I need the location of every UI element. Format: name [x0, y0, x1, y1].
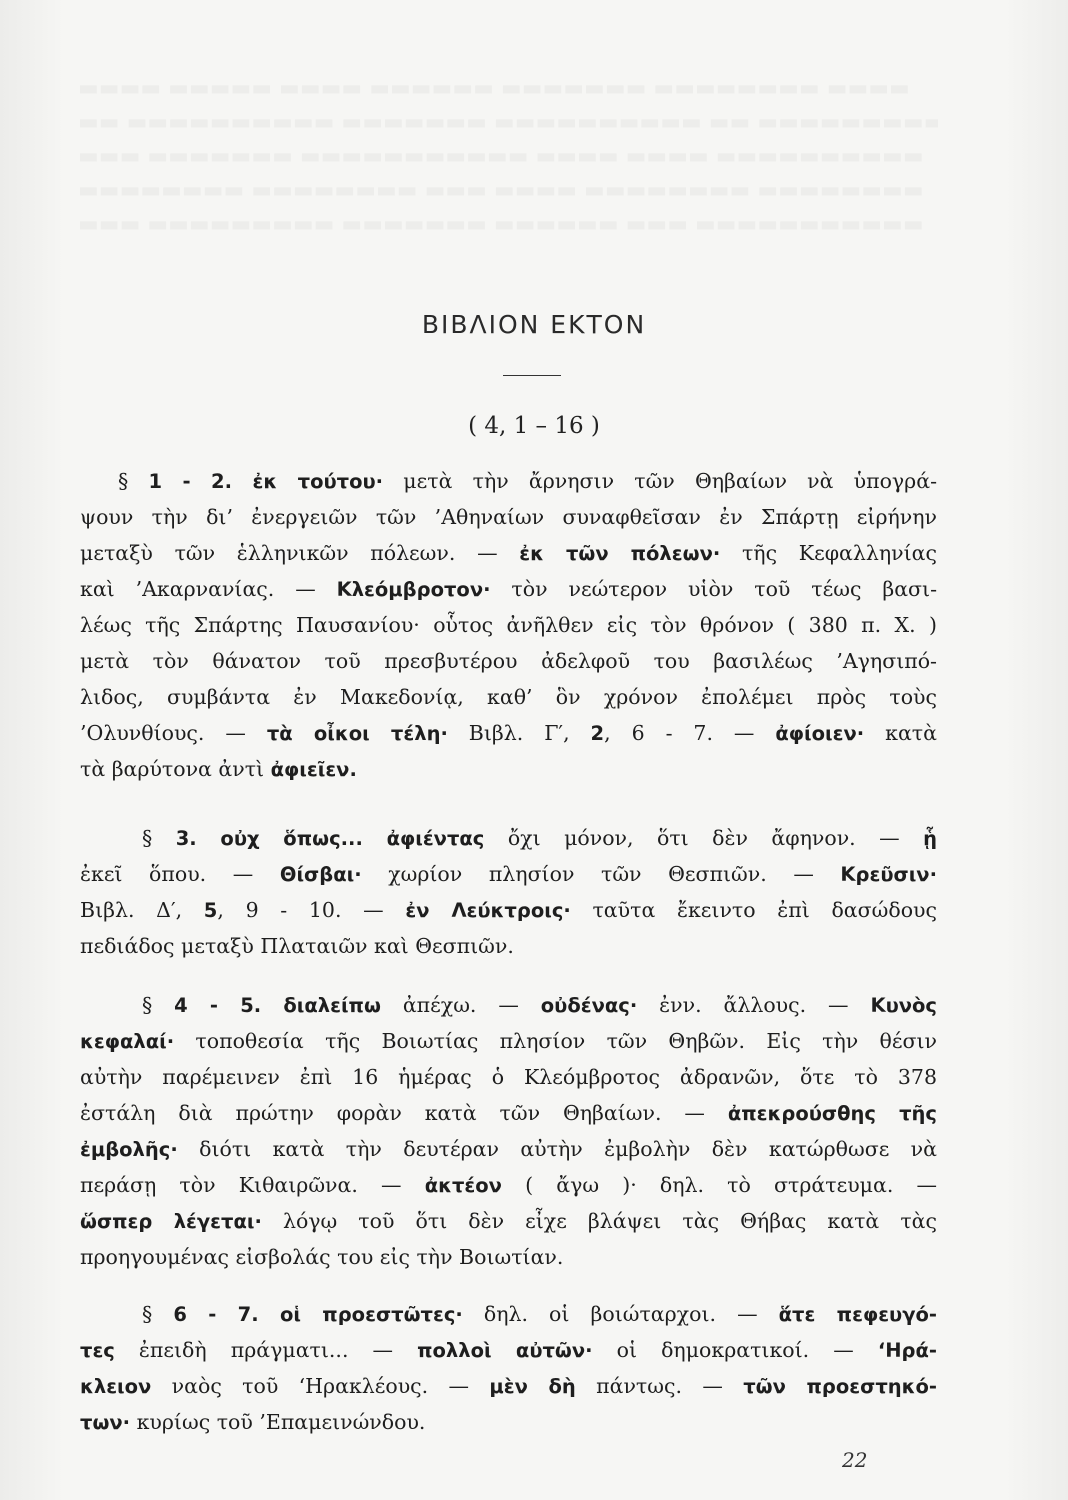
text-run: ὄχι μόνον, ὅτι δὲν ἄφηνον. — — [484, 826, 924, 850]
text-run: τὸν νεώτερον υἱὸν τοῦ τέως βασι- — [490, 577, 937, 601]
text-run: § — [118, 469, 149, 493]
text-run: διότι κατὰ τὴν δευτέραν αὐτὴν ἐμβολὴν δὲν κατώρθωσε νὰ — [177, 1137, 937, 1161]
text-line — [80, 715, 937, 751]
text-line — [80, 1296, 937, 1332]
text-run: § — [142, 826, 176, 850]
text-line — [80, 1059, 937, 1095]
text-line — [80, 1095, 937, 1131]
text-line — [80, 643, 937, 679]
text-run: ἐνν. ἄλλους. — — [637, 993, 871, 1017]
text-run: πεδιάδος μεταξὺ Πλαταιῶν καὶ Θεσπιῶν. — [80, 934, 514, 958]
text-run: μεταξὺ τῶν ἑλληνικῶν πόλεων. — — [80, 541, 520, 565]
text-run: ἐπειδὴ πράγματι... — — [114, 1338, 418, 1362]
commentary-paragraph-2 — [80, 820, 937, 964]
page-number: 22 — [842, 1448, 868, 1472]
text-run: καὶ ’Ακαρνανίας. — — [80, 577, 337, 601]
lemma-term: οὐδένας· — [540, 994, 638, 1017]
text-run: ’Ολυνθίους. — — [80, 721, 267, 745]
text-run: , 6 - 7. — — [604, 721, 776, 745]
text-line — [80, 1131, 937, 1167]
text-run: δηλ. οἱ βοιώταρχοι. — — [462, 1302, 779, 1326]
text-run: κατὰ — [864, 721, 937, 745]
text-line — [80, 499, 937, 535]
commentary-paragraph-1 — [80, 463, 937, 787]
lemma-term: ἀκτέον — [424, 1174, 502, 1197]
lemma-term: ᾗ — [923, 827, 937, 850]
text-run: ἀπέχω. — — [380, 993, 541, 1017]
lemma-term: τὰ οἶκοι τέλη· — [266, 722, 448, 745]
lemma-term: ἀπεκρούσθης τῆς — [727, 1102, 937, 1125]
text-run: περάσῃ τὸν Κιθαιρῶνα. — — [80, 1173, 425, 1197]
text-run: ἐκεῖ ὅπου. — — [80, 862, 280, 886]
text-run: ταῦτα ἔκειντο ἐπὶ δασώδους — [570, 898, 937, 922]
text-line — [80, 820, 937, 856]
text-run: πάντως. — — [575, 1374, 744, 1398]
text-line — [80, 987, 937, 1023]
book-title: ΒΙΒΛΙΟΝ ΕΚΤΟΝ — [421, 310, 647, 339]
text-line — [80, 1368, 937, 1404]
lemma-term: πολλοὶ αὐτῶν· — [417, 1339, 593, 1362]
lemma-term: ‘Ηρά- — [877, 1339, 937, 1362]
lemma-term: Κυνὸς — [870, 994, 937, 1017]
text-run: , 9 - 10. — — [217, 898, 406, 922]
lemma-term: κλειον — [80, 1375, 152, 1398]
chapter-range: ( 4, 1 – 16 ) — [468, 413, 600, 439]
lemma-term: ἐμβολῆς· — [80, 1138, 178, 1161]
text-run: ψουν τὴν δι’ ἐνεργειῶν τῶν ’Αθηναίων συναφθεῖσαν ἐν Σπάρτῃ εἰρήνην — [80, 505, 937, 529]
lemma-term: 1 - 2. ἐκ τούτου· — [148, 470, 384, 493]
lemma-term: 3. οὐχ ὅπως... ἀφιέντας — [175, 827, 485, 850]
text-run: κυρίως τοῦ ’Επαμεινώνδου. — [130, 1410, 426, 1434]
text-run: τῆς Κεφαλληνίας — [720, 541, 937, 565]
lemma-term: ἐκ τῶν πόλεων· — [519, 542, 721, 565]
text-run: ἐστάλη διὰ πρώτην φορὰν κατὰ τῶν Θηβαίων. — — [80, 1101, 728, 1125]
text-run: λόγῳ τοῦ ὅτι δὲν εἶχε βλάψει τὰς Θήβας κατὰ τὰς — [261, 1209, 937, 1233]
text-run: λέως τῆς Σπάρτης Παυσανίου· οὗτος ἀνῆλθεν εἰς τὸν θρόνον ( 380 π. Χ. ) — [80, 613, 937, 637]
text-line — [80, 892, 937, 928]
text-line — [80, 1167, 937, 1203]
commentary-paragraph-3 — [80, 987, 937, 1275]
lemma-term: ἐν Λεύκτροις· — [405, 899, 571, 922]
lemma-term: Κρεῦσιν· — [840, 863, 937, 886]
text-line — [80, 856, 937, 892]
text-line — [80, 1332, 937, 1368]
text-line — [80, 1239, 937, 1275]
lemma-term: Θίσβαι· — [279, 863, 362, 886]
lemma-term: 2 — [590, 722, 605, 745]
text-run: Βιβλ. Γ′, — [447, 721, 591, 745]
lemma-term: κεφαλαί· — [80, 1030, 175, 1053]
text-line — [80, 1203, 937, 1239]
text-run: χωρίον πλησίον τῶν Θεσπιῶν. — — [361, 862, 841, 886]
text-line — [80, 607, 937, 643]
text-run: τοποθεσία τῆς Βοιωτίας πλησίον τῶν Θηβῶν. Εἰς τὴν θέσιν — [174, 1029, 937, 1053]
text-run: ναὸς τοῦ ‘Ηρακλέους. — — [151, 1374, 490, 1398]
text-line — [80, 1023, 937, 1059]
lemma-term: Κλεόμβροτον· — [336, 578, 491, 601]
text-line — [80, 679, 937, 715]
text-run: § — [142, 993, 175, 1017]
text-run: οἱ δημοκρατικοί. — — [592, 1338, 878, 1362]
text-run: τὰ βαρύτονα ἀντὶ — [80, 757, 271, 781]
lemma-term: ὥσπερ λέγεται· — [80, 1210, 262, 1233]
text-run: ( ἄγω )· δηλ. τὸ στράτευμα. — — [501, 1173, 937, 1197]
lemma-term: 5 — [203, 899, 218, 922]
lemma-term: των· — [80, 1411, 131, 1434]
lemma-term: τες — [80, 1339, 115, 1362]
text-line — [80, 463, 937, 499]
text-run: Βιβλ. Δ′, — [80, 898, 204, 922]
lemma-term: μὲν δὴ — [489, 1375, 576, 1398]
text-run: λιδος, συμβάντα ἐν Μακεδονίᾳ, καθ’ ὃν χρόνον ἐπολέμει πρὸς τοὺς — [80, 685, 937, 709]
show-through-text — [78, 72, 938, 242]
text-run: αὐτὴν παρέμεινεν ἐπὶ 16 ἡμέρας ὁ Κλεόμβροτος ἀδρανῶν, ὅτε τὸ 378 — [80, 1065, 937, 1089]
lemma-term: 6 - 7. οἱ προεστῶτες· — [173, 1303, 463, 1326]
text-line — [80, 928, 937, 964]
title-rule — [503, 375, 561, 376]
lemma-term: 4 - 5. διαλείπω — [174, 994, 381, 1017]
text-run: προηγουμένας εἰσβολάς του εἰς τὴν Βοιωτίαν. — [80, 1245, 564, 1269]
text-line — [80, 535, 937, 571]
text-line — [80, 751, 937, 787]
text-run: μετὰ τὸν θάνατον τοῦ πρεσβυτέρου ἀδελφοῦ του βασιλέως ’Αγησιπό- — [80, 649, 937, 673]
text-line — [80, 1404, 937, 1440]
commentary-paragraph-4 — [80, 1296, 937, 1440]
text-run: § — [142, 1302, 174, 1326]
text-run: μετὰ τὴν ἄρνησιν τῶν Θηβαίων νὰ ὑπογρά- — [383, 469, 937, 493]
lemma-term: ἀφιεῖεν. — [270, 758, 357, 781]
text-line — [80, 571, 937, 607]
lemma-term: ἀφίοιεν· — [775, 722, 865, 745]
lemma-term: ἅτε πεφευγό- — [778, 1303, 937, 1326]
lemma-term: τῶν προεστηκό- — [743, 1375, 937, 1398]
